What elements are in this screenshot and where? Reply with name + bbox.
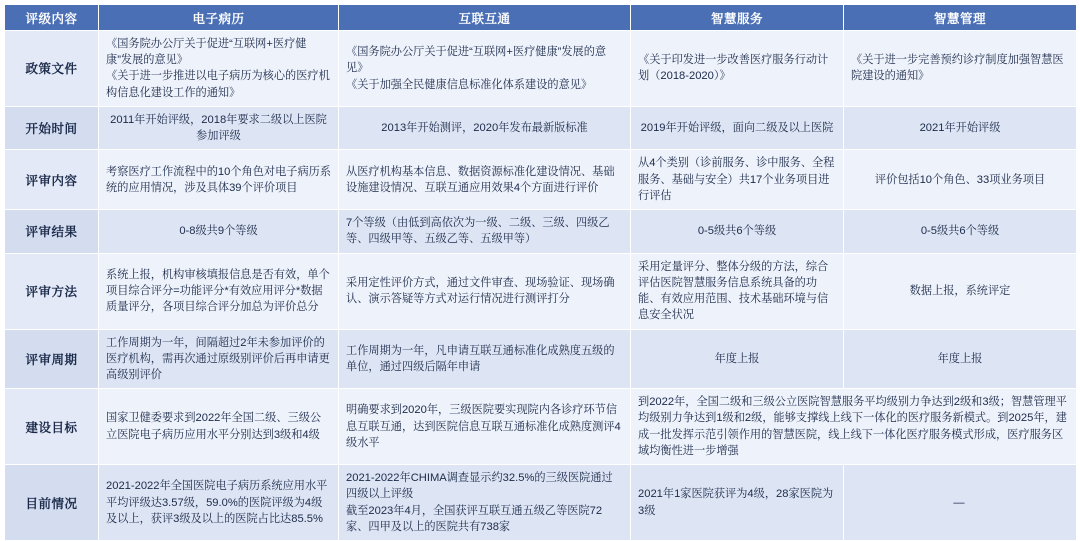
column-header-3: 智慧服务 bbox=[631, 5, 844, 31]
table-cell: 明确要求到2020年，三级医院要实现院内各诊疗环节信息互联互通，达到医院信息互联互通标准化成熟度测评4级水平 bbox=[339, 389, 631, 465]
table-cell: 采用定量评分、整体分级的方法，综合评估医院智慧服务信息系统具备的功能、有效应用范围、技术基础环境与信息安全状况 bbox=[631, 253, 844, 329]
table-cell: 到2022年，全国二级和三级公立医院智慧服务平均级别力争达到2级和3级；智慧管理平均级别力争达到1级和2级，能够支撑线上线下一体化的医疗服务新模式。到2025年，建成一批发挥示范引领作用的智慧医院，线上线下一体化医疗服务模式形成，医疗服务区域均衡性进一步增强 bbox=[631, 389, 1077, 465]
row-header: 建设目标 bbox=[5, 389, 99, 465]
table-cell: 年度上报 bbox=[631, 329, 844, 389]
table-cell: 考察医疗工作流程中的10个角色对电子病历系统的应用情况，涉及具体39个评价项目 bbox=[99, 150, 339, 210]
table-cell: 从医疗机构基本信息、数据资源标准化建设情况、基础设施建设情况、互联互通应用效果4个方面进行评价 bbox=[339, 150, 631, 210]
table-cell: 2021-2022年CHIMA调查显示约32.5%的三级医院通过四级以上评级 截至2023年4月，全国获评互联互通五级乙等医院72家、四甲及以上的医院共有738家 bbox=[339, 465, 631, 541]
row-header: 评审方法 bbox=[5, 253, 99, 329]
table-cell: — bbox=[844, 465, 1077, 541]
row-header: 开始时间 bbox=[5, 106, 99, 149]
table-cell: 《国务院办公厅关于促进“互联网+医疗健康”发展的意见》 《关于进一步推进以电子病历为核心的医疗机构信息化建设工作的通知》 bbox=[99, 31, 339, 107]
table-cell: 系统上报，机构审核填报信息是否有效，单个项目综合评分=功能评分*有效应用评分*数据质量评分，各项目综合评分加总为评价总分 bbox=[99, 253, 339, 329]
table-row bbox=[5, 389, 1077, 465]
row-header: 评审内容 bbox=[5, 150, 99, 210]
row-header: 政策文件 bbox=[5, 31, 99, 107]
column-header-4: 智慧管理 bbox=[844, 5, 1077, 31]
comparison-table bbox=[4, 4, 1077, 541]
table-cell: 采用定性评价方式，通过文件审查、现场验证、现场确认、演示答疑等方式对运行情况进行测评打分 bbox=[339, 253, 631, 329]
row-header: 评审周期 bbox=[5, 329, 99, 389]
column-header-0: 评级内容 bbox=[5, 5, 99, 31]
table-cell: 年度上报 bbox=[844, 329, 1077, 389]
table-row bbox=[5, 106, 1077, 149]
table-cell: 7个等级（由低到高依次为一级、二级、三级、四级乙等、四级甲等、五级乙等、五级甲等） bbox=[339, 210, 631, 253]
table-body bbox=[5, 31, 1077, 541]
column-header-2: 互联互通 bbox=[339, 5, 631, 31]
table-header bbox=[5, 5, 1077, 31]
table-cell: 0-5级共6个等级 bbox=[844, 210, 1077, 253]
table-row bbox=[5, 253, 1077, 329]
header-row bbox=[5, 5, 1077, 31]
table-cell: 《国务院办公厅关于促进“互联网+医疗健康”发展的意见》 《关于加强全民健康信息标准化体系建设的意见》 bbox=[339, 31, 631, 107]
table-cell: 2011年开始评级，2018年要求二级以上医院参加评级 bbox=[99, 106, 339, 149]
table-cell: 《关于印发进一步改善医疗服务行动计划（2018-2020）》 bbox=[631, 31, 844, 107]
table-row bbox=[5, 150, 1077, 210]
table-cell: 0-5级共6个等级 bbox=[631, 210, 844, 253]
table-cell: 数据上报，系统评定 bbox=[844, 253, 1077, 329]
column-header-1: 电子病历 bbox=[99, 5, 339, 31]
table-row bbox=[5, 329, 1077, 389]
table-cell: 工作周期为一年，凡申请互联互通标准化成熟度五级的单位，通过四级后隔年申请 bbox=[339, 329, 631, 389]
table-row bbox=[5, 31, 1077, 107]
table-cell: 国家卫健委要求到2022年全国二级、三级公立医院电子病历应用水平分别达到3级和4级 bbox=[99, 389, 339, 465]
table-cell: 2019年开始评级，面向二级及以上医院 bbox=[631, 106, 844, 149]
row-header: 评审结果 bbox=[5, 210, 99, 253]
table-cell: 评价包括10个角色、33项业务项目 bbox=[844, 150, 1077, 210]
row-header: 目前情况 bbox=[5, 465, 99, 541]
table-cell: 2021年开始评级 bbox=[844, 106, 1077, 149]
table-cell: 2021年1家医院获评为4级，28家医院为3级 bbox=[631, 465, 844, 541]
table-row bbox=[5, 465, 1077, 541]
table-cell: 2013年开始测评，2020年发布最新版标准 bbox=[339, 106, 631, 149]
table-row bbox=[5, 210, 1077, 253]
table-cell: 从4个类别（诊前服务、诊中服务、全程服务、基础与安全）共17个业务项目进行评估 bbox=[631, 150, 844, 210]
table-cell: 0-8级共9个等级 bbox=[99, 210, 339, 253]
table-cell: 2021-2022年全国医院电子病历系统应用水平平均评级达3.57级，59.0%的医院评级为4级及以上，获评3级及以上的医院占比达85.5% bbox=[99, 465, 339, 541]
table-cell: 《关于进一步完善预约诊疗制度加强智慧医院建设的通知》 bbox=[844, 31, 1077, 107]
table-cell: 工作周期为一年，间隔超过2年未参加评价的医疗机构，需再次通过原级别评价后再申请更高级别评价 bbox=[99, 329, 339, 389]
